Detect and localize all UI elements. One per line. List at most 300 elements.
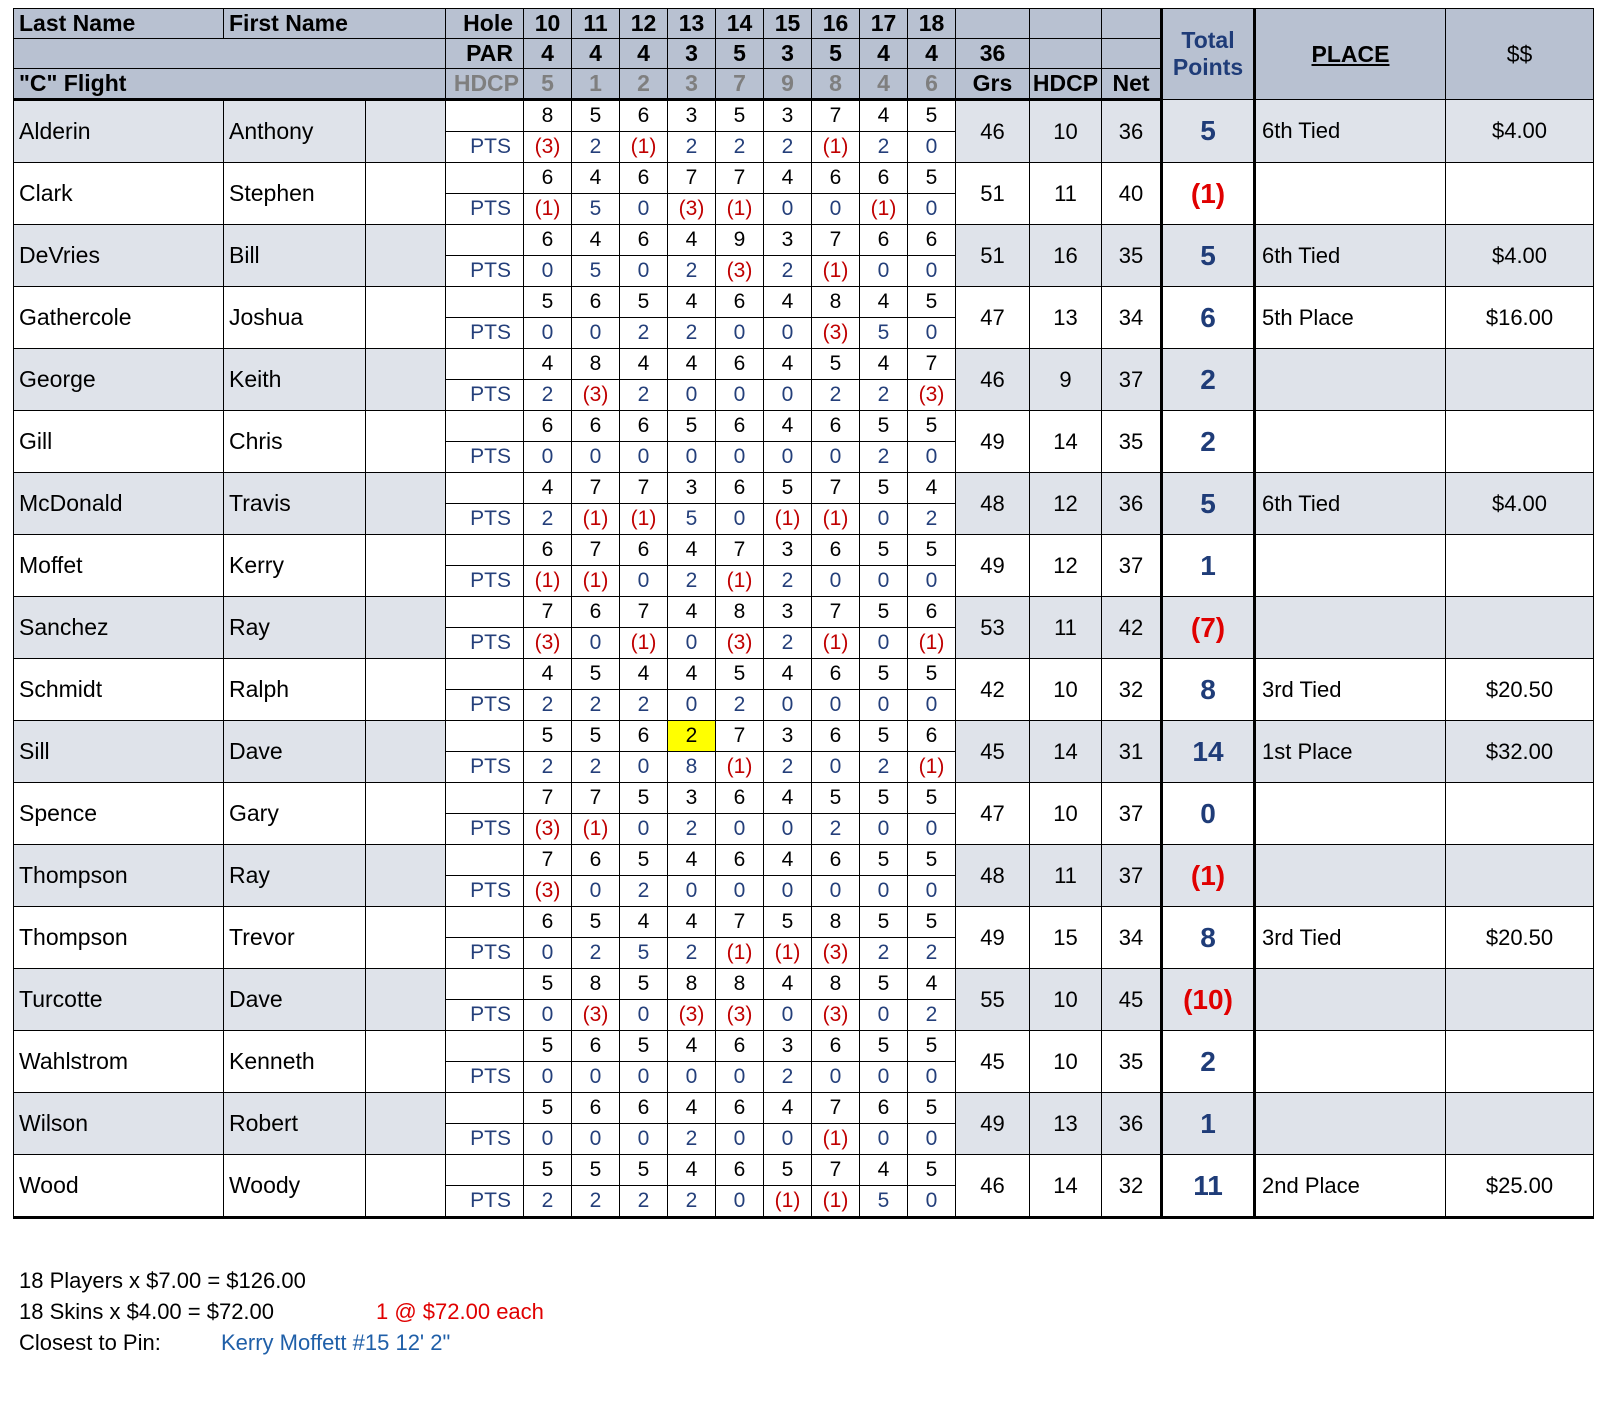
hole-score: 6 [572, 1031, 620, 1062]
hole-points: 2 [668, 814, 716, 845]
scores-table [13, 8, 1594, 1219]
hole-score: 7 [572, 473, 620, 504]
last-name-cell: Gathercole [14, 287, 224, 349]
skins-line: 18 Skins x $4.00 = $72.00 [19, 1299, 275, 1324]
hole-score: 5 [908, 1031, 956, 1062]
score-label-blank [446, 721, 524, 752]
hole-score: 4 [764, 969, 812, 1000]
last-name-cell: Wood [14, 1155, 224, 1218]
hole-score: 6 [716, 1155, 764, 1186]
hole-points: 0 [764, 318, 812, 349]
hole-points: 2 [572, 690, 620, 721]
hole-score: 3 [764, 597, 812, 628]
hole-points: 0 [908, 194, 956, 225]
hole-score: 4 [764, 163, 812, 194]
hole-score: 4 [764, 659, 812, 690]
first-name-cell: Robert [224, 1093, 366, 1155]
first-name-cell: Keith [224, 349, 366, 411]
hole-score: 6 [524, 907, 572, 938]
hole-score: 5 [860, 907, 908, 938]
hole-points: 0 [620, 566, 668, 597]
hole-score: 5 [860, 535, 908, 566]
pts-label: PTS [446, 1062, 524, 1093]
hole-score: 6 [716, 1093, 764, 1124]
hdcp-value: 9 [764, 69, 812, 100]
hole-number: 17 [860, 9, 908, 39]
pts-label: PTS [446, 504, 524, 535]
score-label-blank [446, 100, 524, 132]
pts-label: PTS [446, 938, 524, 969]
hole-score: 4 [524, 659, 572, 690]
hole-score: 7 [668, 163, 716, 194]
hole-score: 7 [812, 597, 860, 628]
player-row [14, 163, 1594, 194]
hole-points: 0 [620, 256, 668, 287]
hole-score: 4 [908, 473, 956, 504]
player-row [14, 659, 1594, 690]
hole-points: (1) [812, 1186, 860, 1218]
hole-points: 0 [860, 1124, 908, 1155]
hole-points: 0 [572, 1124, 620, 1155]
hole-points: 0 [764, 814, 812, 845]
hole-points: (1) [716, 938, 764, 969]
hole-points: 0 [668, 380, 716, 411]
hole-points: 2 [668, 318, 716, 349]
last-name-cell: Thompson [14, 845, 224, 907]
money-cell: $4.00 [1446, 100, 1594, 163]
gross-score: 49 [956, 907, 1030, 969]
hole-points: 0 [908, 1062, 956, 1093]
hole-score: 4 [572, 163, 620, 194]
hole-score: 5 [908, 1093, 956, 1124]
blank-cell [366, 163, 446, 225]
hole-score: 5 [668, 411, 716, 442]
skins-row [19, 1296, 544, 1327]
money-cell [1446, 783, 1594, 845]
pts-label: PTS [446, 1124, 524, 1155]
gross-score: 47 [956, 287, 1030, 349]
hole-score: 7 [716, 535, 764, 566]
hole-points: 2 [908, 504, 956, 535]
hole-points: 0 [860, 814, 908, 845]
money-cell [1446, 1031, 1594, 1093]
hole-score: 5 [908, 100, 956, 132]
hole-score: 5 [860, 473, 908, 504]
pts-label: PTS [446, 194, 524, 225]
hole-score: 5 [764, 907, 812, 938]
hole-score: 6 [908, 721, 956, 752]
blank-cell [366, 225, 446, 287]
flight-label: "C" Flight [14, 69, 446, 100]
hole-score: 4 [860, 1155, 908, 1186]
hole-score: 5 [860, 721, 908, 752]
player-row [14, 1031, 1594, 1062]
hole-score: 5 [524, 1031, 572, 1062]
hole-score: 5 [620, 1031, 668, 1062]
score-label-blank [446, 411, 524, 442]
hole-score: 5 [572, 721, 620, 752]
pts-label: PTS [446, 628, 524, 659]
blank-cell [366, 721, 446, 783]
hole-score: 6 [860, 1093, 908, 1124]
hole-points: 2 [860, 442, 908, 473]
player-row [14, 1093, 1594, 1124]
hole-score: 5 [524, 1155, 572, 1186]
hole-score: 5 [620, 783, 668, 814]
hole-score: 6 [812, 163, 860, 194]
first-name-header: First Name [224, 9, 446, 39]
hdcp-value: 3 [668, 69, 716, 100]
hole-points: (1) [524, 194, 572, 225]
total-points: 1 [1162, 1093, 1255, 1155]
blank-cell [366, 907, 446, 969]
hole-points: 0 [716, 442, 764, 473]
hole-score: 6 [716, 783, 764, 814]
hole-points: 2 [764, 132, 812, 163]
hole-score: 6 [812, 721, 860, 752]
first-name-cell: Gary [224, 783, 366, 845]
hole-score: 4 [620, 907, 668, 938]
hole-points: 0 [716, 504, 764, 535]
footer-summary [19, 1265, 544, 1358]
place-cell [1255, 535, 1446, 597]
gross-score: 48 [956, 845, 1030, 907]
hole-points: (1) [812, 628, 860, 659]
net-score: 31 [1102, 721, 1162, 783]
money-cell: $32.00 [1446, 721, 1594, 783]
hole-score: 3 [764, 100, 812, 132]
hole-points: 0 [668, 876, 716, 907]
total-points: 8 [1162, 659, 1255, 721]
hole-points: 2 [668, 256, 716, 287]
player-row [14, 287, 1594, 318]
player-hdcp: 12 [1030, 535, 1102, 597]
gross-score: 53 [956, 597, 1030, 659]
player-row [14, 907, 1594, 938]
par-value: 4 [620, 39, 668, 69]
hole-score: 6 [572, 845, 620, 876]
hole-points: 0 [524, 256, 572, 287]
hole-points: 0 [860, 876, 908, 907]
hole-points: 8 [668, 752, 716, 783]
net-score: 35 [1102, 1031, 1162, 1093]
money-cell: $16.00 [1446, 287, 1594, 349]
hole-number: 14 [716, 9, 764, 39]
first-name-cell: Kenneth [224, 1031, 366, 1093]
hole-score: 5 [620, 845, 668, 876]
hole-score: 6 [572, 287, 620, 318]
score-label-blank [446, 1093, 524, 1124]
hole-points: (1) [572, 504, 620, 535]
hole-score: 6 [620, 411, 668, 442]
hole-points: 0 [908, 876, 956, 907]
net-score: 36 [1102, 473, 1162, 535]
hole-points: 0 [572, 1062, 620, 1093]
hole-points: 0 [620, 1124, 668, 1155]
hole-points: (1) [908, 628, 956, 659]
place-cell [1255, 845, 1446, 907]
hole-score: 4 [668, 597, 716, 628]
hole-score: 4 [764, 783, 812, 814]
hole-score: 5 [908, 163, 956, 194]
last-name-cell: Spence [14, 783, 224, 845]
hdcp-value: 4 [860, 69, 908, 100]
hole-score: 6 [524, 163, 572, 194]
place-cell [1255, 349, 1446, 411]
hole-points: (1) [764, 1186, 812, 1218]
hole-points: (3) [668, 1000, 716, 1031]
hole-points: 0 [620, 752, 668, 783]
hole-score: 4 [668, 1031, 716, 1062]
place-cell [1255, 1031, 1446, 1093]
hole-score: 5 [764, 1155, 812, 1186]
player-hdcp: 10 [1030, 100, 1102, 163]
hole-points: 0 [716, 318, 764, 349]
pts-label: PTS [446, 1186, 524, 1218]
place-cell [1255, 969, 1446, 1031]
hole-points: 0 [908, 814, 956, 845]
hole-points: 2 [764, 256, 812, 287]
header-blank [1102, 39, 1162, 69]
hole-points: (1) [620, 628, 668, 659]
hole-points: 2 [668, 938, 716, 969]
player-hdcp: 12 [1030, 473, 1102, 535]
hole-points: 2 [668, 1124, 716, 1155]
score-label-blank [446, 659, 524, 690]
last-name-cell: George [14, 349, 224, 411]
hole-score: 8 [812, 287, 860, 318]
closest-row [19, 1327, 544, 1358]
first-name-cell: Ray [224, 597, 366, 659]
place-header: PLACE [1255, 9, 1446, 100]
hole-score: 5 [572, 100, 620, 132]
player-row [14, 597, 1594, 628]
header-row-holes [14, 9, 1594, 39]
gross-score: 55 [956, 969, 1030, 1031]
hole-score: 7 [572, 783, 620, 814]
player-hdcp: 10 [1030, 1031, 1102, 1093]
player-hdcp: 13 [1030, 287, 1102, 349]
hole-score: 4 [668, 225, 716, 256]
player-row [14, 721, 1594, 752]
first-name-cell: Travis [224, 473, 366, 535]
hole-score: 4 [668, 535, 716, 566]
hole-points: (3) [812, 318, 860, 349]
hole-score: 2 [668, 721, 716, 752]
hole-score: 4 [668, 287, 716, 318]
hole-score: 4 [668, 349, 716, 380]
first-name-cell: Anthony [224, 100, 366, 163]
player-row [14, 349, 1594, 380]
hole-points: 0 [860, 1000, 908, 1031]
net-score: 37 [1102, 783, 1162, 845]
hole-score: 5 [908, 1155, 956, 1186]
hole-points: 0 [764, 1000, 812, 1031]
net-score: 34 [1102, 907, 1162, 969]
hole-score: 7 [812, 473, 860, 504]
hole-points: 0 [860, 628, 908, 659]
hdcp-value: 2 [620, 69, 668, 100]
score-label-blank [446, 907, 524, 938]
hole-score: 7 [716, 907, 764, 938]
player-hdcp: 11 [1030, 845, 1102, 907]
place-cell: 6th Tied [1255, 100, 1446, 163]
hole-points: 2 [524, 1186, 572, 1218]
pts-label: PTS [446, 690, 524, 721]
pts-label: PTS [446, 132, 524, 163]
hole-score: 4 [524, 473, 572, 504]
place-cell [1255, 163, 1446, 225]
hole-score: 5 [908, 287, 956, 318]
header-blank [956, 9, 1030, 39]
hole-number: 15 [764, 9, 812, 39]
gross-score: 48 [956, 473, 1030, 535]
hole-points: 2 [860, 380, 908, 411]
par-value: 4 [572, 39, 620, 69]
money-cell [1446, 163, 1594, 225]
hole-points: (3) [524, 876, 572, 907]
hole-points: (1) [572, 814, 620, 845]
hole-points: 2 [764, 566, 812, 597]
hole-score: 7 [812, 225, 860, 256]
hdcp-value: 6 [908, 69, 956, 100]
hole-score: 5 [716, 100, 764, 132]
score-label-blank [446, 1155, 524, 1186]
hole-score: 5 [908, 659, 956, 690]
money-cell: $20.50 [1446, 907, 1594, 969]
hole-score: 6 [716, 287, 764, 318]
money-cell: $4.00 [1446, 225, 1594, 287]
pts-label: PTS [446, 814, 524, 845]
first-name-cell: Dave [224, 969, 366, 1031]
hole-points: 2 [572, 1186, 620, 1218]
money-cell [1446, 969, 1594, 1031]
hole-points: 0 [620, 442, 668, 473]
hole-score: 6 [620, 721, 668, 752]
gross-score: 45 [956, 721, 1030, 783]
hole-points: 0 [812, 690, 860, 721]
hole-score: 6 [620, 1093, 668, 1124]
net-score: 34 [1102, 287, 1162, 349]
hole-points: 0 [812, 566, 860, 597]
hole-points: 0 [572, 628, 620, 659]
pts-label: PTS [446, 1000, 524, 1031]
hole-score: 5 [620, 969, 668, 1000]
hole-score: 6 [812, 1031, 860, 1062]
player-hdcp: 11 [1030, 163, 1102, 225]
hole-points: 2 [716, 690, 764, 721]
hole-points: 0 [716, 814, 764, 845]
hole-points: 2 [524, 752, 572, 783]
hole-score: 3 [764, 721, 812, 752]
hole-points: (3) [524, 132, 572, 163]
first-name-cell: Dave [224, 721, 366, 783]
hole-points: 0 [716, 876, 764, 907]
hole-points: 0 [908, 442, 956, 473]
hole-score: 9 [716, 225, 764, 256]
hole-score: 3 [764, 1031, 812, 1062]
scorecard [13, 8, 1613, 1219]
gross-score: 49 [956, 1093, 1030, 1155]
hole-points: 2 [620, 1186, 668, 1218]
score-label-blank [446, 163, 524, 194]
score-label-blank [446, 845, 524, 876]
hole-score: 6 [860, 163, 908, 194]
hole-score: 4 [860, 349, 908, 380]
player-row [14, 1155, 1594, 1186]
hole-points: 5 [860, 1186, 908, 1218]
hole-points: 0 [764, 194, 812, 225]
first-name-cell: Woody [224, 1155, 366, 1218]
place-cell: 1st Place [1255, 721, 1446, 783]
place-cell: 3rd Tied [1255, 907, 1446, 969]
hole-points: 0 [572, 442, 620, 473]
player-row [14, 473, 1594, 504]
hole-points: 2 [908, 938, 956, 969]
total-points: (10) [1162, 969, 1255, 1031]
hole-score: 5 [620, 1155, 668, 1186]
hole-score: 6 [716, 473, 764, 504]
hole-points: 2 [908, 1000, 956, 1031]
gross-score: 49 [956, 411, 1030, 473]
hole-score: 4 [860, 287, 908, 318]
blank-cell [366, 1093, 446, 1155]
hole-score: 5 [908, 845, 956, 876]
grs-header: Grs [956, 69, 1030, 100]
net-score: 45 [1102, 969, 1162, 1031]
hole-score: 4 [668, 845, 716, 876]
player-hdcp: 9 [1030, 349, 1102, 411]
hole-score: 6 [908, 225, 956, 256]
par-value: 5 [812, 39, 860, 69]
hole-points: (1) [620, 132, 668, 163]
hole-score: 5 [572, 659, 620, 690]
last-name-cell: Wahlstrom [14, 1031, 224, 1093]
hole-score: 6 [860, 225, 908, 256]
hole-points: 0 [764, 442, 812, 473]
hole-points: 0 [668, 628, 716, 659]
blank-cell [366, 349, 446, 411]
pts-label: PTS [446, 380, 524, 411]
player-hdcp: 10 [1030, 659, 1102, 721]
net-score: 37 [1102, 349, 1162, 411]
hole-score: 4 [860, 100, 908, 132]
skins-result: 1 @ $72.00 each [376, 1299, 544, 1324]
hole-points: (1) [812, 256, 860, 287]
last-name-cell: Thompson [14, 907, 224, 969]
gross-score: 46 [956, 349, 1030, 411]
score-label-blank [446, 349, 524, 380]
hole-score: 4 [764, 1093, 812, 1124]
place-cell [1255, 783, 1446, 845]
hole-points: 5 [620, 938, 668, 969]
hole-points: 0 [620, 194, 668, 225]
hole-points: 2 [620, 690, 668, 721]
hole-score: 5 [860, 1031, 908, 1062]
total-points: 5 [1162, 100, 1255, 163]
hole-score: 5 [524, 1093, 572, 1124]
total-points: (7) [1162, 597, 1255, 659]
hole-points: 2 [668, 132, 716, 163]
score-label-blank [446, 969, 524, 1000]
gross-score: 51 [956, 225, 1030, 287]
hole-points: 0 [908, 690, 956, 721]
player-hdcp: 15 [1030, 907, 1102, 969]
hole-score: 6 [812, 659, 860, 690]
hole-score: 5 [524, 721, 572, 752]
hole-score: 4 [908, 969, 956, 1000]
hole-points: 5 [572, 256, 620, 287]
